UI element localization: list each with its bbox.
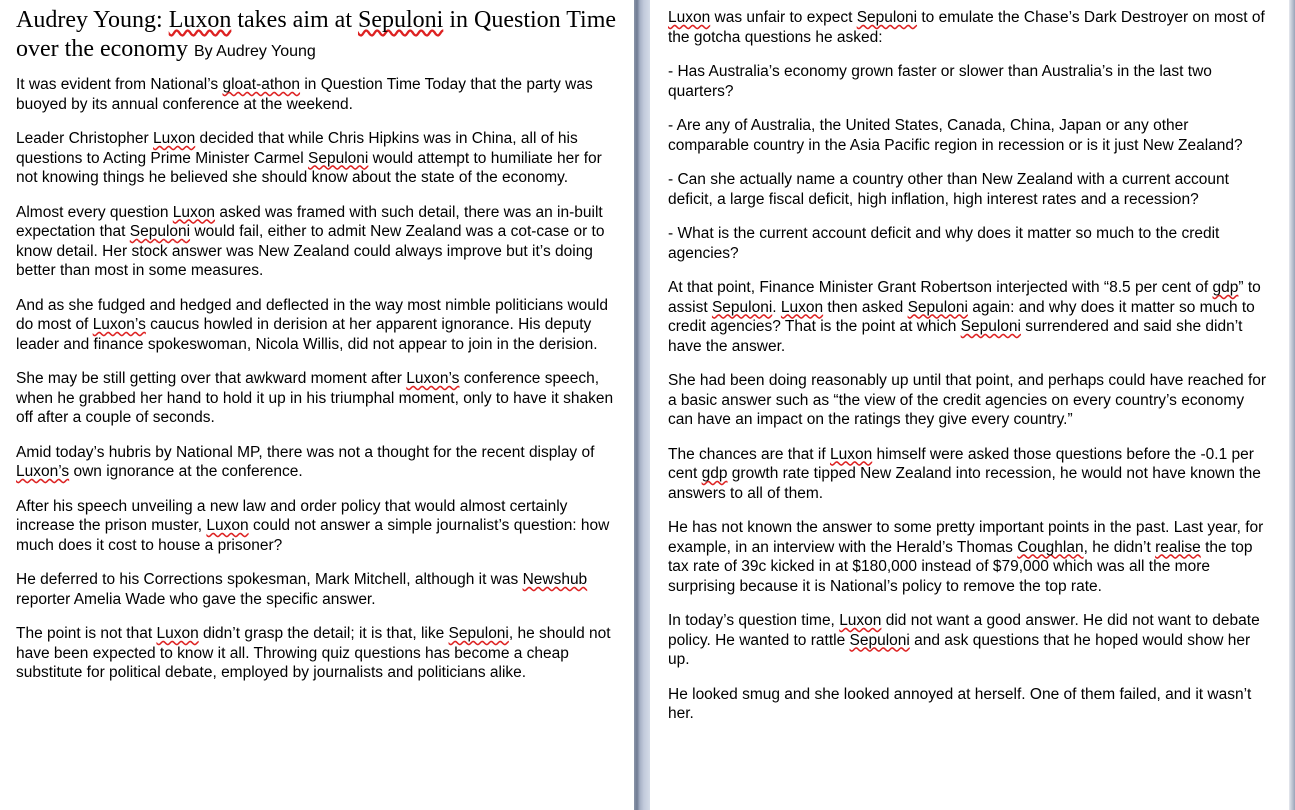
article-headline — [16, 6, 618, 66]
headline-text: Audrey Young: Luxon takes aim at Sepuloni in Question Time over the economy — [16, 7, 617, 62]
right-column — [668, 8, 1273, 739]
document-page-left[interactable] — [0, 0, 634, 810]
paragraph: He looked smug and she looked annoyed at herself. One of them failed, and it wasn’t her. — [668, 685, 1252, 722]
paragraph: She may be still getting over that awkward moment after Luxon’s conference speech, when he grabbed her hand to hold it up in his triumphal moment, only to have it shaken off after a couple of seconds. — [16, 370, 614, 426]
paragraph: - Are any of Australia, the United States, Canada, China, Japan or any other comparable country in the Asia Pacific region in recession or is it just New Zealand? — [668, 117, 1243, 154]
paragraph: It was evident from National’s gloat-athon in Question Time Today that the party was buoyed by its annual conference at the weekend. — [16, 76, 593, 113]
paragraph: And as she fudged and hedged and deflected in the way most nimble politicians would do most of Luxon’s caucus howled in derision at her apparent ignorance. His deputy leader and finance spokeswoman, Nicola Willis, did not appear to join in the derision. — [16, 296, 608, 353]
document-page-right[interactable] — [650, 0, 1295, 810]
left-column — [16, 6, 618, 698]
paragraph: - Has Australia’s economy grown faster or slower than Australia’s in the last two quarters? — [668, 63, 1212, 100]
paragraph: She had been doing reasonably up until that point, and perhaps could have reached for a basic answer such as “the view of the credit agencies on every country’s economy can have an impact on the ratings they give every country.” — [668, 372, 1267, 428]
paragraph: Almost every question Luxon asked was framed with such detail, there was an in-built expectation that Sepuloni would fail, either to admit New Zealand was a cot-case or to know detail. Her stock answer was New Zealand could always improve but it’s doing better than most in some measures. — [16, 203, 605, 279]
paragraph: - What is the current account deficit and why does it matter so much to the credit agencies? — [668, 225, 1220, 262]
paragraph: Leader Christopher Luxon decided that while Chris Hipkins was in China, all of his questions to Acting Prime Minister Carmel Sepuloni would attempt to humiliate her for not knowing things he believed she should know about the state of the economy. — [16, 130, 602, 186]
byline: By Audrey Young — [193, 43, 316, 60]
paragraph: Amid today’s hubris by National MP, there was not a thought for the recent display of Luxon’s own ignorance at the conference. — [16, 443, 595, 480]
right-paragraphs — [668, 8, 1273, 724]
paragraph: After his speech unveiling a new law and order policy that would almost certainly increase the prison muster, Luxon could not answer a simple journalist’s question: how much does it cost to house a prisoner? — [16, 497, 610, 554]
left-paragraphs — [16, 75, 618, 683]
paragraph: In today’s question time, Luxon did not want a good answer. He did not want to debate policy. He wanted to rattle Sepuloni and ask questions that he hoped would show her up. — [668, 612, 1260, 668]
paragraph: At that point, Finance Minister Grant Robertson interjected with “8.5 per cent of gdp” to assist Sepuloni. Luxon then asked Sepuloni again: and why does it matter so much to credit agencies? That is the point at which Sepuloni surrendered and said she didn’t have the answer. — [668, 279, 1261, 355]
paragraph: He deferred to his Corrections spokesman, Mark Mitchell, although it was Newshub reporter Amelia Wade who gave the specific answer. — [16, 571, 588, 608]
page-edge-shadow — [1289, 0, 1295, 810]
paragraph: - Can she actually name a country other than New Zealand with a current account deficit, a large fiscal deficit, high inflation, high interest rates and a recession? — [668, 171, 1229, 208]
paragraph: He has not known the answer to some pretty important points in the past. Last year, for example, in an interview with the Herald’s Thomas Coughlan, he didn’t realise the top tax rate of 39c kicked in at $180,000 instead of $79,000 which was all the more surprising because it is National’s policy to remove the top rate. — [668, 519, 1264, 595]
paragraph: The point is not that Luxon didn’t grasp the detail; it is that, like Sepuloni, he should not have been expected to know it all. Throwing quiz questions has become a cheap substitute for political debate, employed by journalists and politicians alike. — [16, 625, 611, 681]
page-gutter — [634, 0, 650, 810]
paragraph: The chances are that if Luxon himself were asked those questions before the -0.1 per cent gdp growth rate tipped New Zealand into recession, he would not have known the answers to all of them. — [668, 445, 1261, 502]
paragraph: Luxon was unfair to expect Sepuloni to emulate the Chase’s Dark Destroyer on most of the gotcha questions he asked: — [668, 9, 1265, 46]
